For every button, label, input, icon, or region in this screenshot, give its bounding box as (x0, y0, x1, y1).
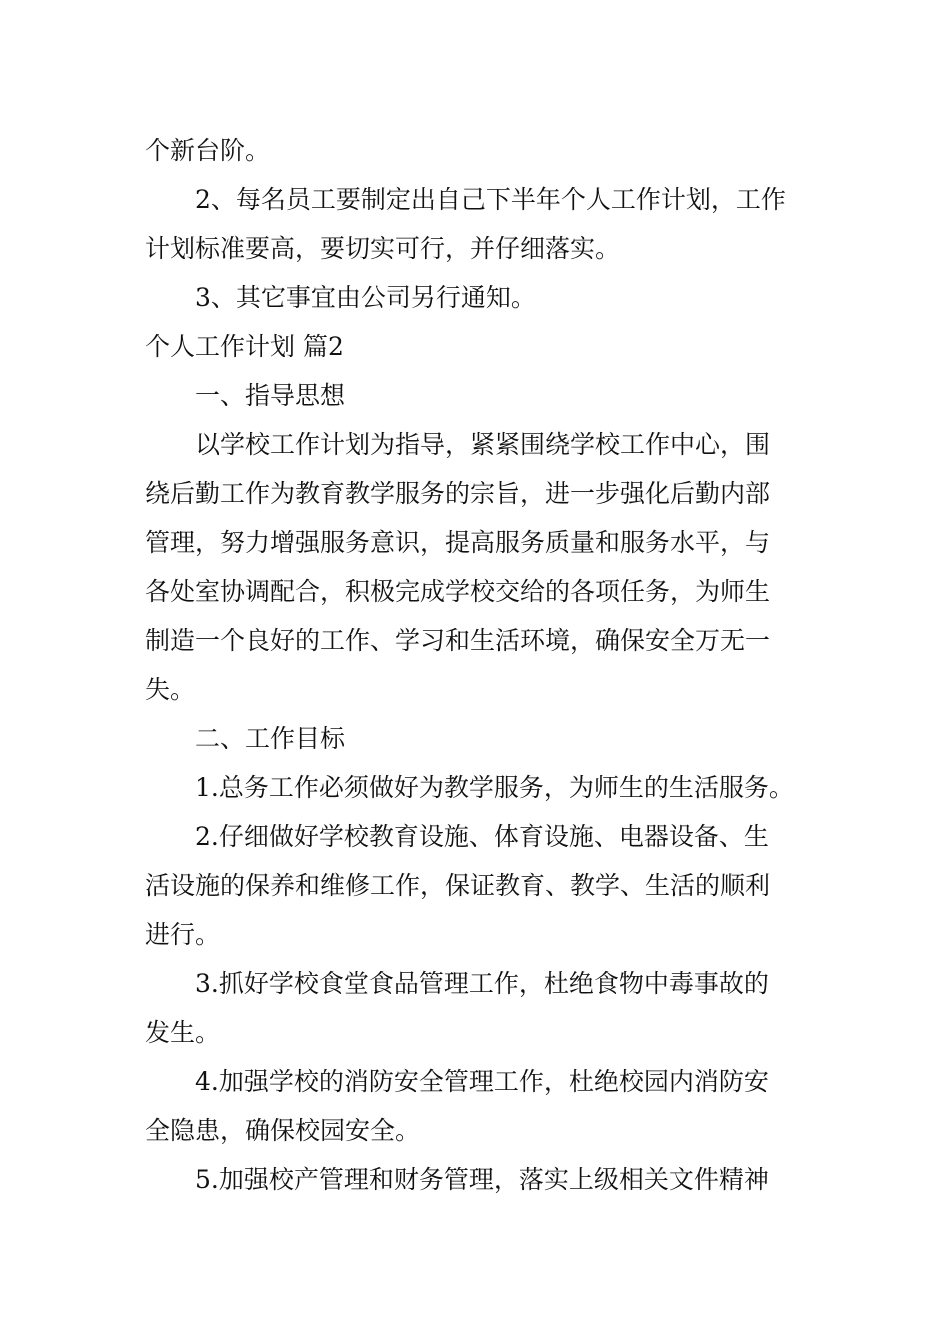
paragraph-line: 3.抓好学校食堂食品管理工作，杜绝食物中毒事故的 (195, 969, 769, 998)
paragraph-line: 5.加强校产管理和财务管理，落实上级相关文件精神 (195, 1165, 769, 1194)
body-line: 各处室协调配合，积极完成学校交给的各项任务，为师生 (145, 577, 771, 606)
paragraph-line: 1.总务工作必须做好为教学服务，为师生的生活服务。 (195, 773, 794, 802)
paragraph-line: 以学校工作计划为指导，紧紧围绕学校工作中心，围 (195, 430, 771, 459)
paragraph-line: 4.加强学校的消防安全管理工作，杜绝校园内消防安 (195, 1067, 769, 1096)
body-line: 活设施的保养和维修工作，保证教育、教学、生活的顺利 (145, 871, 771, 900)
body-line: 失。 (145, 675, 196, 704)
section-heading: 个人工作计划 篇2 (145, 332, 344, 361)
paragraph-line: 3、其它事宜由公司另行通知。 (195, 283, 536, 312)
body-line: 管理，努力增强服务意识，提高服务质量和服务水平，与 (145, 528, 771, 557)
subsection-heading: 一、指导思想 (195, 381, 346, 410)
body-line: 进行。 (145, 920, 221, 949)
paragraph-line: 2、每名员工要制定出自己下半年个人工作计划，工作 (195, 185, 786, 214)
paragraph-line: 2.仔细做好学校教育设施、体育设施、电器设备、生 (195, 822, 769, 851)
body-line: 全隐患，确保校园安全。 (145, 1116, 421, 1145)
body-line: 制造一个良好的工作、学习和生活环境，确保安全万无一 (145, 626, 771, 655)
body-line: 发生。 (145, 1018, 221, 1047)
body-line: 计划标准要高，要切实可行，并仔细落实。 (145, 234, 621, 263)
document-body (145, 126, 810, 1204)
body-line: 绕后勤工作为教育教学服务的宗旨，进一步强化后勤内部 (145, 479, 771, 508)
subsection-heading: 二、工作目标 (195, 724, 346, 753)
body-line: 个新台阶。 (145, 136, 271, 165)
